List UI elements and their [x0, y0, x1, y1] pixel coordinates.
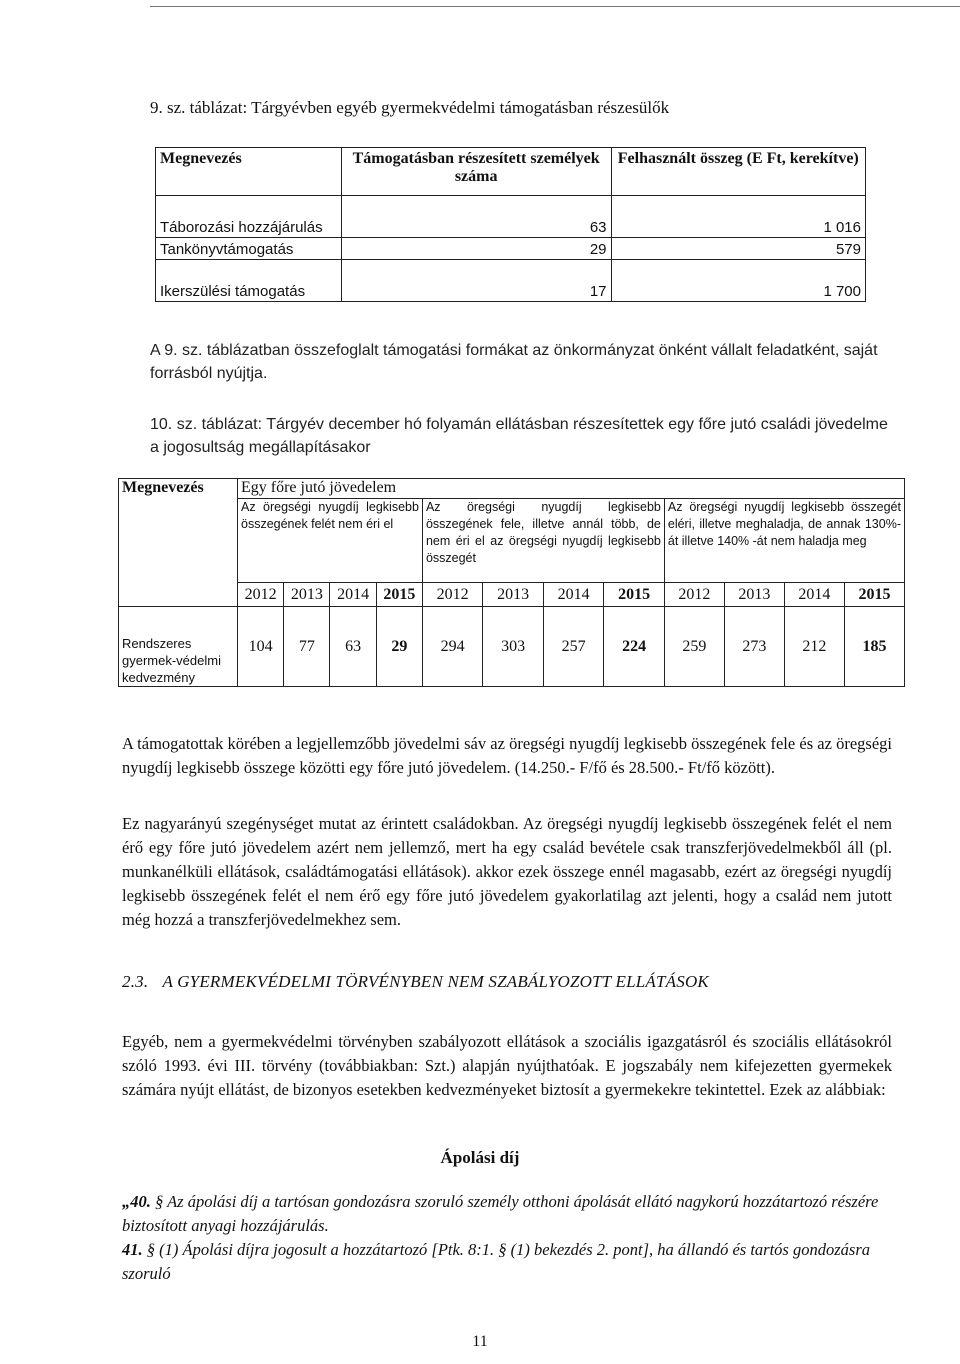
- table10: [118, 478, 905, 687]
- table10-main-header: Egy főre jutó jövedelem: [238, 479, 905, 499]
- page-number: 11: [472, 1333, 488, 1350]
- quote2-number: 41.: [122, 1240, 143, 1259]
- top-rule: [150, 6, 960, 7]
- table10-value: 259: [664, 607, 724, 687]
- table9-header-amount: Felhasznált összeg (E Ft, kerekítve): [611, 148, 866, 196]
- year-label: 2014: [543, 583, 603, 607]
- table10-value: 257: [543, 607, 603, 687]
- table10-group-3: Az öregségi nyugdíj legkisebb összegét eléri, illetve meghaladja, de annak 130%-át illetve 140% -át nem haladja meg: [664, 499, 904, 583]
- quote1-number: „40.: [122, 1192, 151, 1211]
- table9-row-count: 63: [341, 196, 611, 238]
- table-row: [156, 196, 866, 238]
- paragraph-poverty: Ez nagyarányú szegénységet mutat az érintett családokban. Az öregségi nyugdíj legkisebb összegének felét el nem érő egy főre jutó jövedelem azért nem jellemző, mert ha egy család bevétele csak transzferjövedelmekből áll (pl. munkanélküli ellátások, családtámogatási ellátások). akkor ezek összege ennél magasabb, ezért az öregségi nyugdíj legkisebb összegének felét el nem érő egy főre jutó jövedelem gyakorlatilag azt jelenti, hogy a család nem jutott még hozzá a transzferjövedelmekhez sem.: [122, 814, 892, 929]
- year-label: 2015: [844, 583, 904, 607]
- table9-row-count: 29: [341, 238, 611, 260]
- quote2-text: § (1) Ápolási díjra jogosult a hozzátartozó [Ptk. 8:1. § (1) bekezdés 2. pont], ha állandó és tartós gondozásra szoruló: [122, 1240, 870, 1283]
- year-label: 2014: [784, 583, 844, 607]
- table10-value: 185: [844, 607, 904, 687]
- year-label: 2015: [376, 583, 422, 607]
- table9-row-name: Tankönyvtámogatás: [156, 238, 342, 260]
- table9-row-count: 17: [341, 260, 611, 302]
- table-row: [156, 238, 866, 260]
- paragraph-income-band: A támogatottak körében a legjellemzőbb jövedelmi sáv az öregségi nyugdíj legkisebb összegének fele és az öregségi nyugdíj legkisebb összege közötti egy főre jutó jövedelem. (14.250.- F/fő és 28.500.- Ft/fő között).: [122, 734, 892, 777]
- table10-value: 77: [284, 607, 330, 687]
- table9-header-count: Támogatásban részesített személyek száma: [341, 148, 611, 196]
- table9-header-name: Megnevezés: [156, 148, 342, 196]
- table9-row-amount: 1 016: [611, 196, 866, 238]
- table10-header-name: Megnevezés: [119, 479, 238, 607]
- table10-row-name: Rendszeres gyermek-védelmi kedvezmény: [119, 607, 238, 687]
- paragraph-szt: Egyéb, nem a gyermekvédelmi törvényben szabályozott ellátások a szociális igazgatásról és szociális ellátásokról szóló 1993. évi III. törvény (továbbiakban: Szt.) alapján nyújthatóak. E jogszabály nem kifejezetten gyermekek számára nyújt ellátást, de bizonyos esetekben kedvezményeket biztosít a gyermekekre tekintettel. Ezek az alábbiak:: [122, 1032, 892, 1099]
- subheading-apolasi-dij: Ápolási díj: [440, 1148, 520, 1167]
- section-number: 2.3.: [122, 972, 149, 991]
- table9-caption: 9. sz. táblázat: Tárgyévben egyéb gyermekvédelmi támogatásban részesülők: [150, 98, 670, 117]
- table10-value: 29: [376, 607, 422, 687]
- quote1-text: § Az ápolási díj a tartósan gondozásra szoruló személy otthoni ápolását ellátó nagykorú hozzátartozó részére biztosított anyagi hozzájárulás.: [122, 1192, 879, 1235]
- table10-value: 104: [238, 607, 284, 687]
- quote-section-41: [122, 1238, 892, 1286]
- table-row: [119, 607, 905, 687]
- year-label: 2012: [422, 583, 482, 607]
- year-label: 2013: [483, 583, 543, 607]
- year-label: 2013: [284, 583, 330, 607]
- paragraph-table9-note: A 9. sz. táblázatban összefoglalt támogatási formákat az önkormányzat önként vállalt feladatként, saját forrásból nyújtja.: [150, 342, 878, 382]
- table10-value: 273: [724, 607, 784, 687]
- table10-value: 224: [604, 607, 664, 687]
- table10-value: 63: [330, 607, 376, 687]
- year-label: 2013: [724, 583, 784, 607]
- year-label: 2014: [330, 583, 376, 607]
- table10-value: 212: [784, 607, 844, 687]
- table-row: [156, 260, 866, 302]
- quote-section-40: [122, 1190, 892, 1238]
- table9-row-amount: 1 700: [611, 260, 866, 302]
- year-label: 2015: [604, 583, 664, 607]
- table10-caption: 10. sz. táblázat: Tárgyév december hó folyamán ellátásban részesítettek egy főre jutó családi jövedelme a jogosultság megállapításakor: [150, 416, 888, 456]
- section-title: A GYERMEKVÉDELMI TÖRVÉNYBEN NEM SZABÁLYOZOTT ELLÁTÁSOK: [162, 972, 709, 991]
- section-heading: [122, 972, 709, 992]
- table10-group-2: Az öregségi nyugdíj legkisebb összegének fele, illetve annál több, de nem éri el az öregségi nyugdíj legkisebb összegét: [422, 499, 664, 583]
- year-label: 2012: [664, 583, 724, 607]
- table10-value: 303: [483, 607, 543, 687]
- table9-row-amount: 579: [611, 238, 866, 260]
- table10-group-1: Az öregségi nyugdíj legkisebb összegének felét nem éri el: [238, 499, 423, 583]
- year-label: 2012: [238, 583, 284, 607]
- table9-row-name: Táborozási hozzájárulás: [156, 196, 342, 238]
- table9-row-name: Ikerszülési támogatás: [156, 260, 342, 302]
- table9: [155, 147, 866, 302]
- table10-value: 294: [422, 607, 482, 687]
